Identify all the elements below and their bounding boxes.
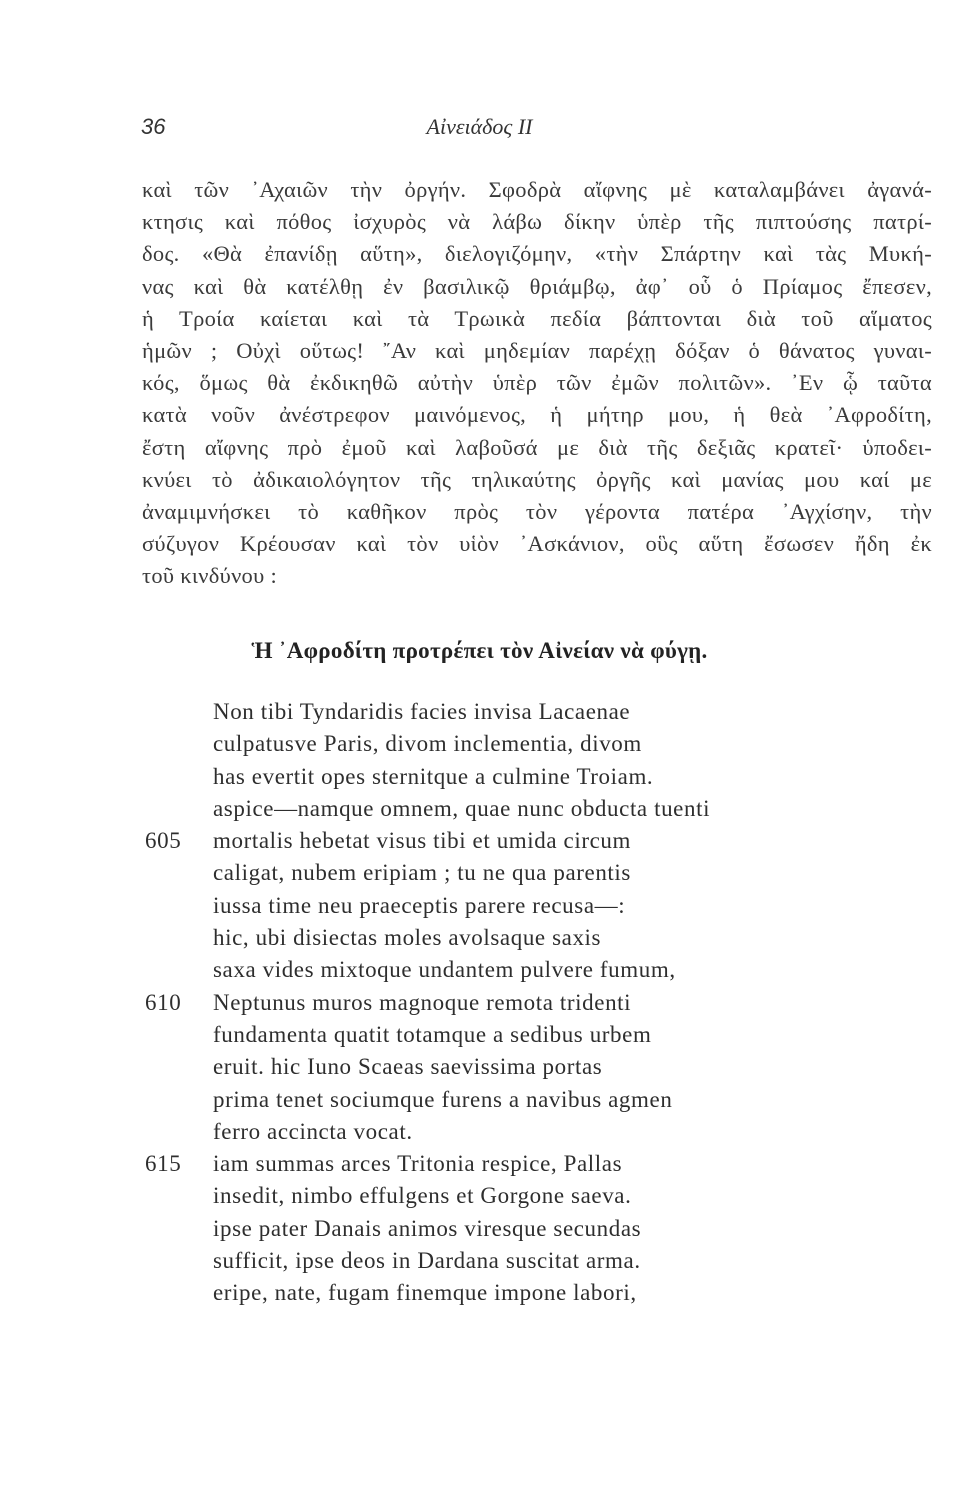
line-number: 615 (145, 1151, 182, 1177)
prose-line: σύζυγον Κρέουσαν καὶ τὸν υἱὸν ᾿Ασκάνιον, οὓς αὕτη ἔσωσεν ἤδη ἐκ (142, 531, 932, 557)
verse-text: prima tenet sociumque furens a navibus agmen (213, 1086, 673, 1112)
verse-text: culpatusve Paris, divom inclementia, divom (213, 731, 642, 757)
verse-line (0, 1116, 959, 1148)
verse-line (0, 857, 959, 889)
verse-line (0, 696, 959, 728)
verse-text: iussa time neu praeceptis parere recusa—: (213, 892, 626, 918)
verse-line (0, 825, 959, 857)
verse-line (0, 1180, 959, 1212)
greek-prose-paragraph (142, 174, 932, 592)
latin-verse-block (0, 696, 959, 1310)
verse-line (0, 761, 959, 793)
verse-line (0, 954, 959, 986)
verse-line (0, 922, 959, 954)
prose-line: κτησις καὶ πόθος ἰσχυρὸς νὰ λάβω δίκην ὑπὲρ τῆς πιπτούσης πατρί- (142, 209, 932, 235)
prose-line: ἔστη αἴφνης πρὸ ἐμοῦ καὶ λαβοῦσά με διὰ τῆς δεξιᾶς κρατεῖ· ὑποδει- (142, 434, 932, 460)
verse-text: Non tibi Tyndaridis facies invisa Lacaenae (213, 699, 631, 724)
verse-line (0, 1148, 959, 1180)
verse-line (0, 1245, 959, 1277)
page-number: 36 (141, 114, 166, 139)
verse-line (0, 1051, 959, 1083)
verse-text: eripe, nate, fugam finemque impone labori, (213, 1280, 637, 1306)
verse-line (0, 1084, 959, 1116)
verse-line (0, 987, 959, 1019)
prose-line: δος. «Θὰ ἐπανίδῃ αὕτη», διελογιζόμην, «τὴν Σπάρτην καὶ τὰς Μυκή- (142, 241, 932, 267)
verse-text: mortalis hebetat visus tibi et umida circum (213, 828, 631, 854)
verse-text: saxa vides mixtoque undantem pulvere fumum, (213, 957, 676, 983)
prose-line: ἡμῶν ; Οὐχὶ οὕτως! ῎Αν καὶ μηδεμίαν παρέχῃ δόξαν ὁ θάνατος γυναι- (142, 337, 932, 363)
verse-text: ferro accincta vocat. (213, 1118, 413, 1144)
running-title: Αἰνειάδος II (426, 114, 533, 139)
verse-text: has evertit opes sternitque a culmine Troiam. (213, 763, 654, 789)
verse-line (0, 728, 959, 760)
verse-text: aspice—namque omnem, quae nunc obducta tuenti (213, 795, 711, 821)
verse-text: Neptunus muros magnoque remota tridenti (213, 989, 632, 1015)
verse-text: ipse pater Danais animos viresque secundas (213, 1215, 642, 1241)
verse-line (0, 1019, 959, 1051)
verse-line (0, 1213, 959, 1245)
verse-text: caligat, nubem eripiam ; tu ne qua parentis (213, 860, 631, 886)
line-number: 610 (145, 989, 182, 1015)
prose-line: τοῦ κινδύνου : (142, 563, 278, 589)
verse-text: iam summas arces Tritonia respice, Pallas (213, 1151, 623, 1177)
verse-text: fundamenta quatit totamque a sedibus urbem (213, 1021, 652, 1047)
verse-text: eruit. hic Iuno Scaeas saevissima portas (213, 1054, 603, 1080)
prose-line: κός, ὅμως θὰ ἐκδικηθῶ αὐτὴν ὑπὲρ τῶν ἐμῶν πολιτῶν». ᾿Εν ᾧ ταῦτα (142, 370, 932, 396)
prose-line: καὶ τῶν ᾿Αχαιῶν τὴν ὀργήν. Σφοδρὰ αἴφνης μὲ καταλαμβάνει ἀγανά- (142, 177, 932, 202)
prose-line: κνύει τὸ ἀδικαιολόγητον τῆς τηλικαύτης ὀργῆς καὶ μανίας μου καί με (142, 466, 932, 492)
section-heading: Ἡ ᾿Αφροδίτη προτρέπει τὸν Αἰνείαν νὰ φύγῃ. (251, 638, 708, 663)
verse-text: insedit, nimbo effulgens et Gorgone saeva. (213, 1183, 632, 1209)
verse-text: sufficit, ipse deos in Dardana suscitat arma. (213, 1248, 641, 1274)
prose-line: κατὰ νοῦν ἀνέστρεφον μαινόμενος, ἡ μήτηρ μου, ἡ θεὰ ᾿Αφροδίτη, (142, 402, 932, 428)
verse-line (0, 1277, 959, 1309)
verse-text: hic, ubi disiectas moles avolsaque saxis (213, 925, 602, 951)
verse-line (0, 890, 959, 922)
prose-line: νας καὶ θὰ κατέλθῃ ἐν βασιλικῷ θριάμβῳ, ἀφ᾿ οὗ ὁ Πρίαμος ἔπεσεν, (142, 273, 932, 299)
prose-line: ἡ Τροία καίεται καὶ τὰ Τρωικὰ πεδία βάπτονται διὰ τοῦ αἵματος (142, 305, 932, 331)
prose-line: ἀναμιμνήσκει τὸ καθῆκον πρὸς τὸν γέροντα πατέρα ᾿Αγχίσην, τὴν (142, 498, 932, 524)
verse-line (0, 793, 959, 825)
page-header (0, 114, 959, 144)
line-number: 605 (145, 828, 182, 854)
